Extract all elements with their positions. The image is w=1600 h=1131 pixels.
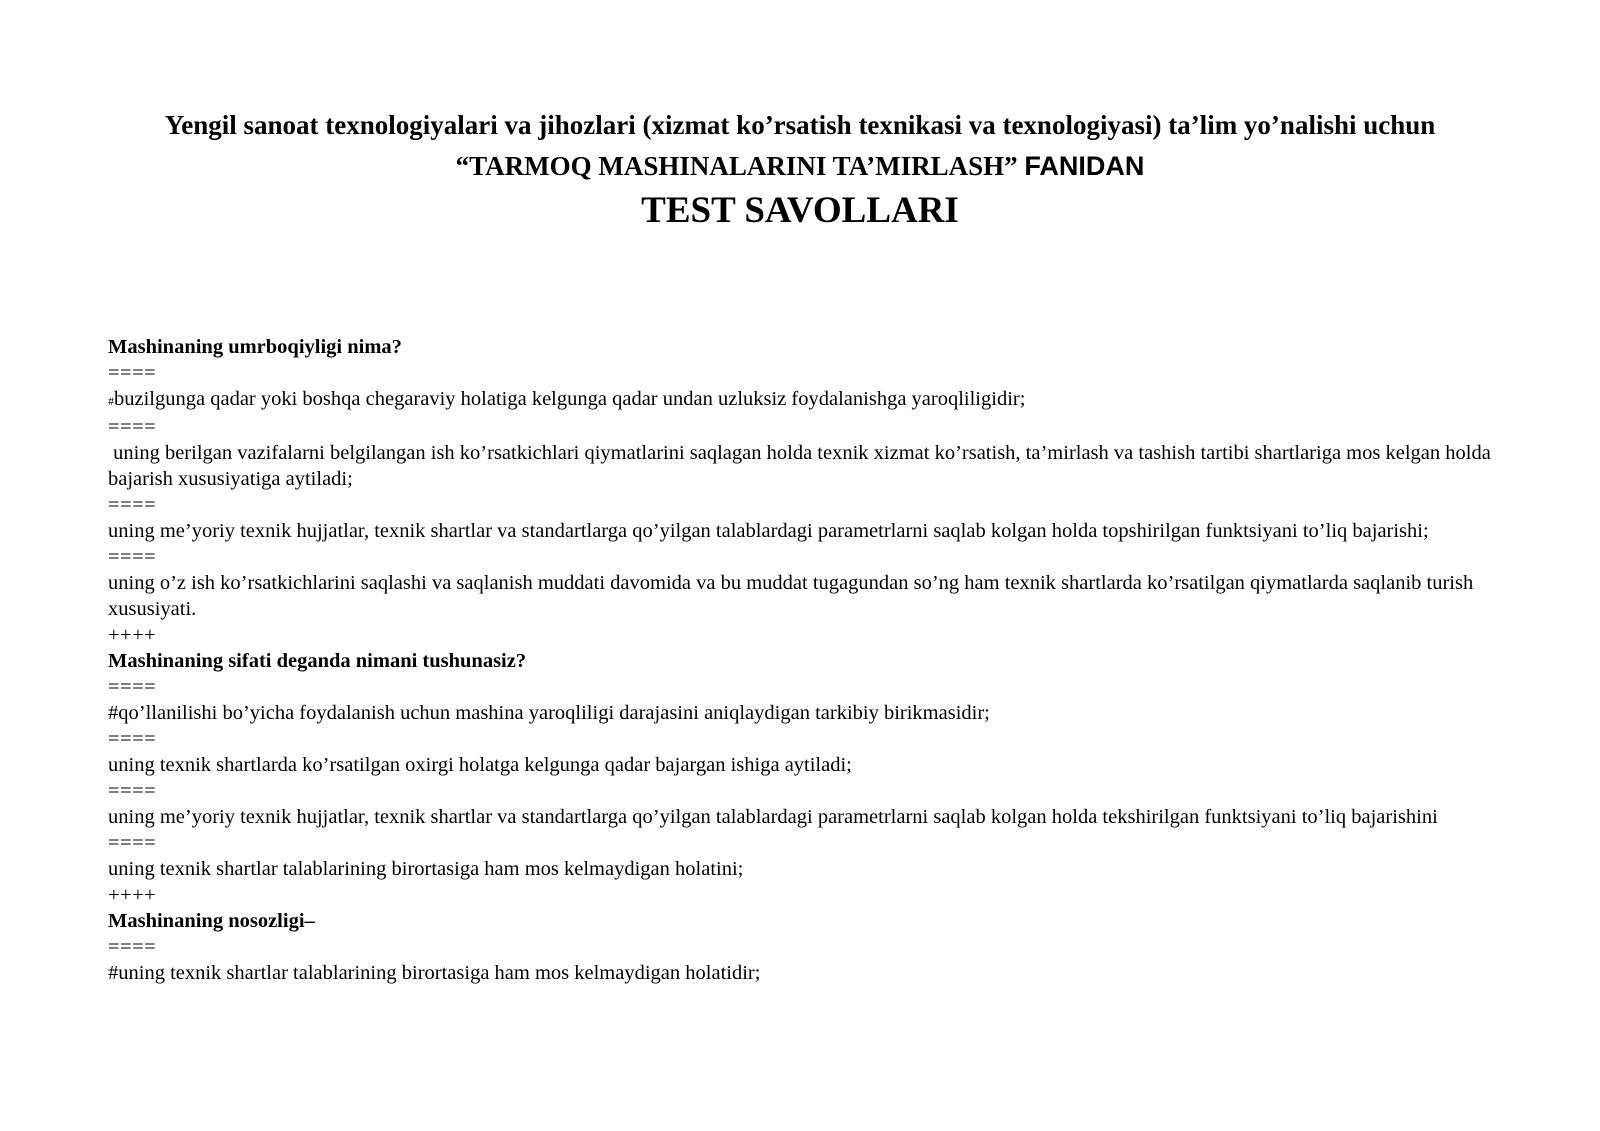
answer-separator: ==== — [108, 832, 157, 854]
course-title: Yengil sanoat texnologiyalari va jihozlari (xizmat ko’rsatish texnikasi va texnologiyasi) ta’lim yo’nalishi uchun — [164, 110, 1436, 140]
answer-option-correct: #qo’llanilishi bo’yicha foydalanish uchun mashina yaroqliligi darajasini aniqlaydigan tarkibiy birikmasidir; — [108, 702, 990, 724]
question-text: Mashinaning umrboqiyligi nima? — [108, 336, 402, 358]
question-end-marker: ++++ — [108, 884, 157, 906]
subject-name: “TARMOQ MASHINALARINI TA’MIRLASH” — [455, 151, 1018, 181]
subject-suffix: FANIDAN — [1024, 151, 1145, 181]
test-questions — [108, 334, 1510, 986]
answer-option: uning berilgan vazifalarni belgilangan ish ko’rsatkichlari qiymatlarini saqlagan holda texnik xizmat ko’rsatish, ta’mirlash va tashish tartibi shartlariga mos kelgan holda bajarish xususiyatiga aytiladi; — [108, 442, 1496, 490]
question-end-marker: ++++ — [108, 624, 157, 646]
answer-option-correct: #uning texnik shartlar talablarining birortasiga ham mos kelmaydigan holatidir; — [108, 962, 761, 984]
answer-separator: ==== — [108, 728, 157, 750]
answer-text: buzilgunga qadar yoki boshqa chegaraviy holatiga kelgunga qadar undan uzluksiz foydalanishga yaroqliligidir; — [114, 388, 1026, 410]
document-header — [120, 106, 1480, 234]
answer-separator: ==== — [108, 676, 157, 698]
answer-separator: ==== — [108, 936, 157, 958]
answer-option-correct — [108, 386, 1510, 414]
answer-separator: ==== — [108, 362, 157, 384]
answer-separator: ==== — [108, 416, 157, 438]
answer-option: uning texnik shartlarda ko’rsatilgan oxirgi holatga kelgunga qadar bajargan ishiga aytiladi; — [108, 754, 852, 776]
correct-marker: # — [108, 394, 114, 408]
subject-title — [120, 148, 1480, 184]
document-title: TEST SAVOLLARI — [641, 190, 959, 231]
answer-separator: ==== — [108, 546, 157, 568]
answer-separator: ==== — [108, 780, 157, 802]
answer-option: uning me’yoriy texnik hujjatlar, texnik shartlar va standartlarga qo’yilgan talablardagi parametrlarni saqlab kolgan holda tekshirilgan funktsiyani to’liq bajarishini — [108, 806, 1438, 828]
answer-option: uning texnik shartlar talablarining birortasiga ham mos kelmaydigan holatini; — [108, 858, 744, 880]
answer-separator: ==== — [108, 494, 157, 516]
answer-option: uning o’z ish ko’rsatkichlarini saqlashi va saqlanish muddati davomida va bu muddat tugagundan so’ng ham texnik shartlarda ko’rsatilgan qiymatlarda saqlanib turish xususiyati. — [108, 572, 1474, 620]
question-text: Mashinaning nosozligi– — [108, 910, 315, 932]
question-text: Mashinaning sifati deganda nimani tushunasiz? — [108, 650, 527, 672]
answer-option: uning me’yoriy texnik hujjatlar, texnik shartlar va standartlarga qo’yilgan talablardagi parametrlarni saqlab kolgan holda topshirilgan funktsiyani to’liq bajarishi; — [108, 520, 1429, 542]
